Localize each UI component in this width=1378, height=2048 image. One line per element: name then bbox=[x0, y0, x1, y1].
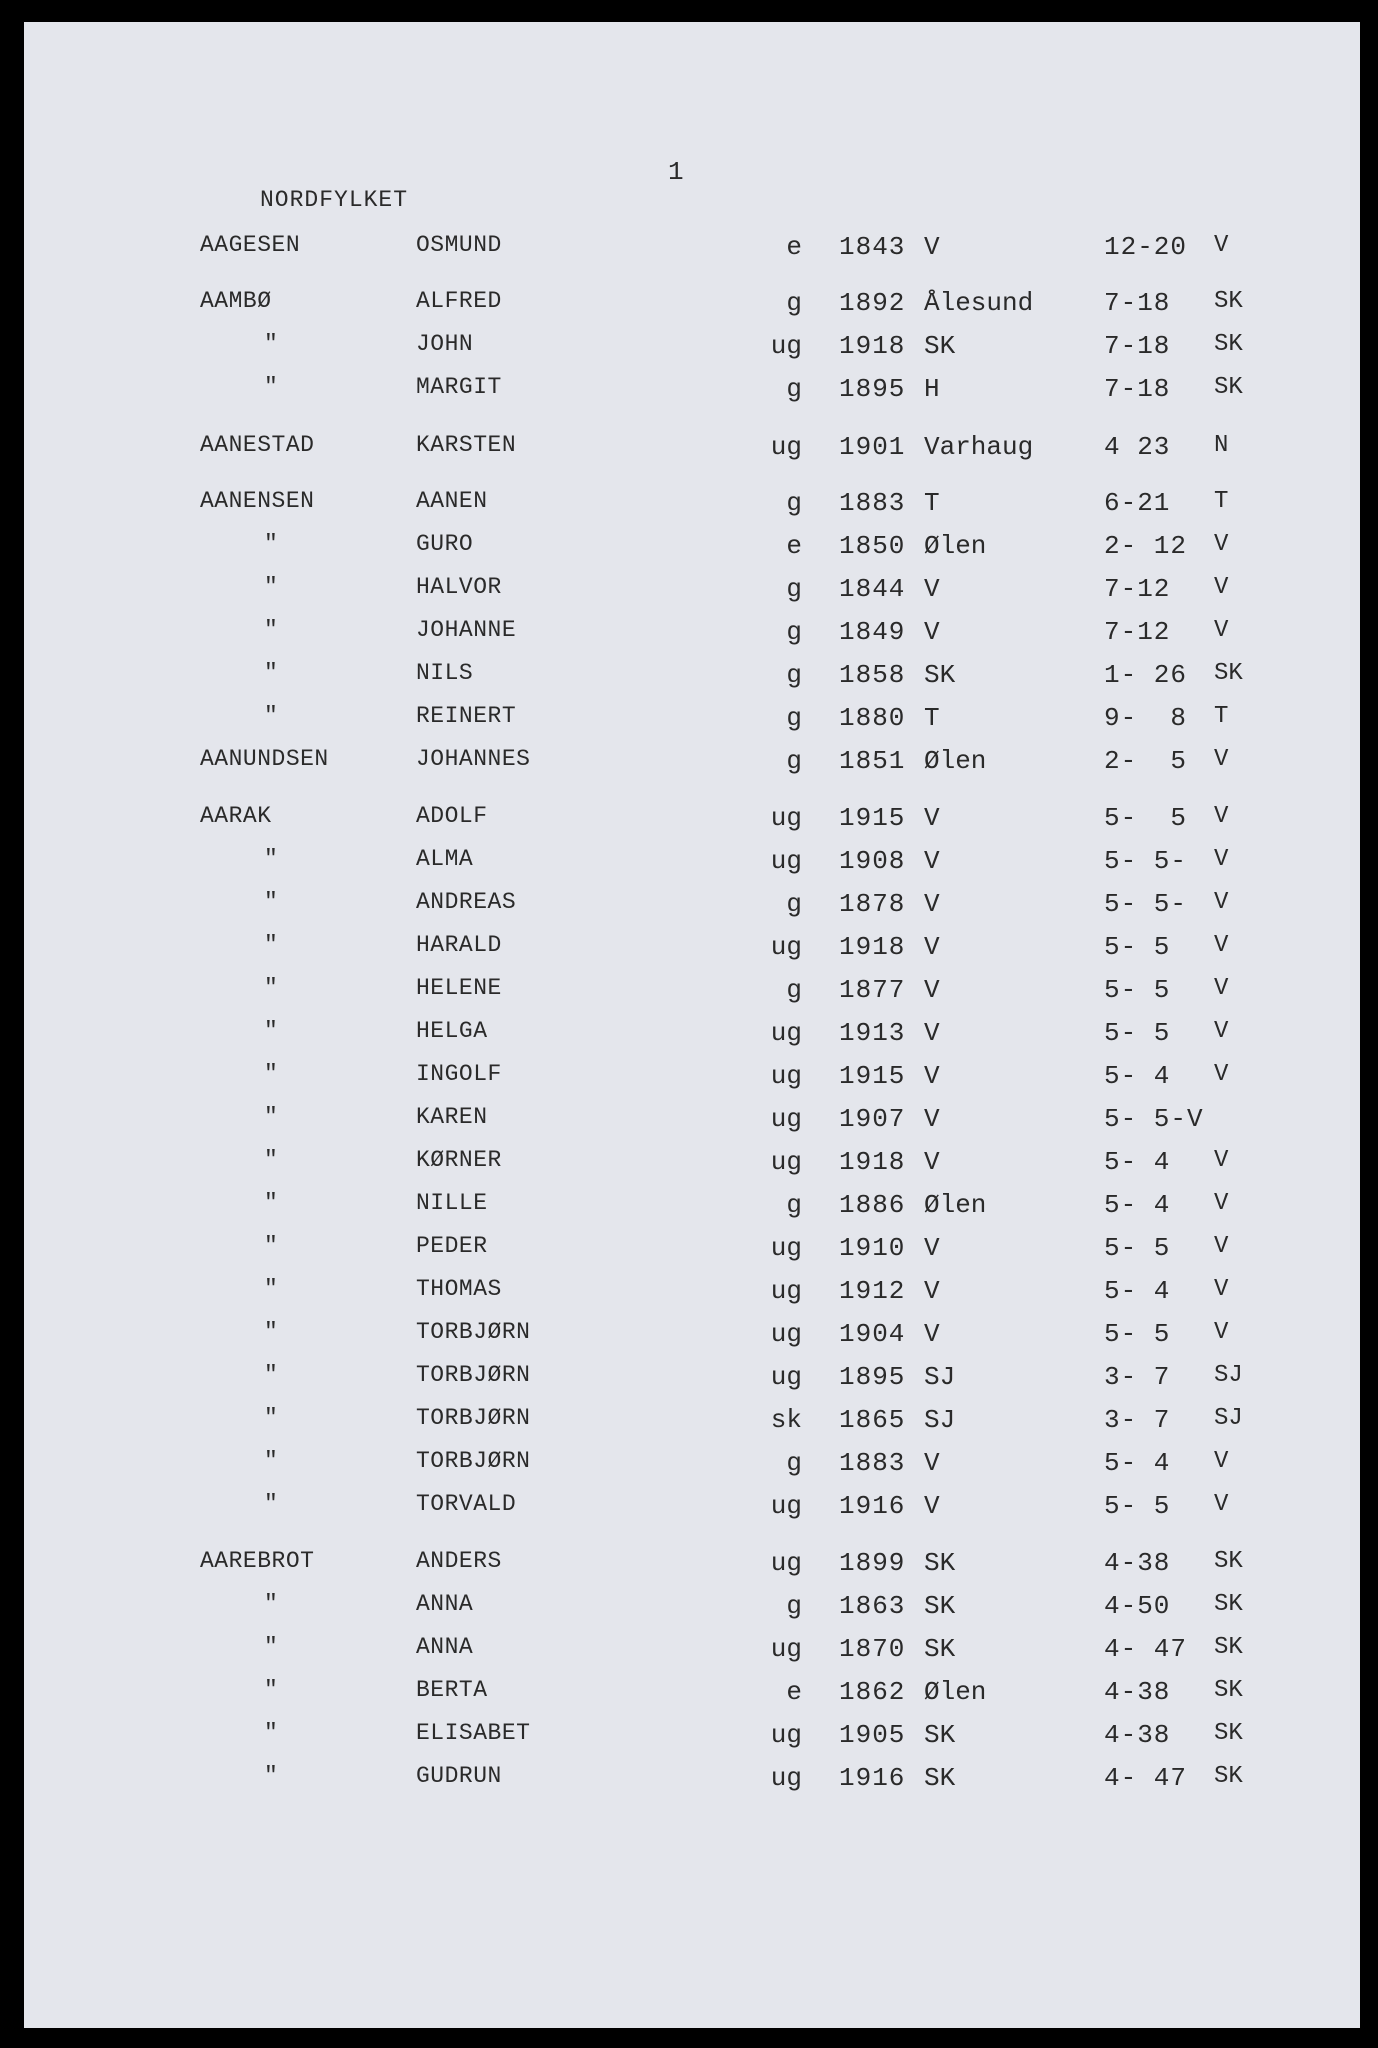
register-row bbox=[24, 1405, 1360, 1439]
page-number: 1 bbox=[668, 157, 684, 187]
register-row bbox=[24, 1147, 1360, 1181]
birth-year-cell: 1850 bbox=[839, 531, 906, 561]
birthplace-cell: Ålesund bbox=[924, 288, 1034, 318]
reference-cell: 4- 47 bbox=[1104, 1634, 1188, 1664]
given-name-cell: PEDER bbox=[416, 1233, 488, 1259]
reference-cell: 4-38 bbox=[1104, 1548, 1171, 1578]
birth-year-cell: 1918 bbox=[839, 932, 906, 962]
birth-year-cell: 1886 bbox=[839, 1190, 906, 1220]
birth-year-cell: 1870 bbox=[839, 1634, 906, 1664]
register-row bbox=[24, 803, 1360, 837]
birthplace-cell: V bbox=[924, 574, 940, 604]
reference-place-cell: SK bbox=[1214, 1591, 1243, 1618]
given-name-cell: GURO bbox=[416, 531, 474, 557]
given-name-cell: BERTA bbox=[416, 1677, 488, 1703]
birth-year-cell: 1904 bbox=[839, 1319, 906, 1349]
birthplace-cell: SK bbox=[924, 1634, 956, 1664]
birthplace-cell: SK bbox=[924, 1591, 956, 1621]
reference-place-cell: V bbox=[1214, 574, 1229, 601]
birth-year-cell: 1913 bbox=[839, 1018, 906, 1048]
reference-cell: 4-38 bbox=[1104, 1677, 1171, 1707]
status-cell: g bbox=[786, 1591, 802, 1621]
surname-cell: " bbox=[264, 846, 278, 872]
birth-year-cell: 1865 bbox=[839, 1405, 906, 1435]
surname-cell: " bbox=[264, 1763, 278, 1789]
surname-cell: AANENSEN bbox=[200, 488, 315, 514]
status-cell: ug bbox=[770, 1104, 802, 1134]
reference-cell: 5- 5 bbox=[1104, 932, 1171, 962]
surname-cell: " bbox=[264, 1634, 278, 1660]
given-name-cell: JOHANNES bbox=[416, 746, 531, 772]
register-row bbox=[24, 331, 1360, 365]
status-cell: ug bbox=[770, 1634, 802, 1664]
register-row bbox=[24, 1677, 1360, 1711]
birth-year-cell: 1910 bbox=[839, 1233, 906, 1263]
reference-place-cell: V bbox=[1214, 1491, 1229, 1518]
birth-year-cell: 1918 bbox=[839, 331, 906, 361]
reference-cell: 4-50 bbox=[1104, 1591, 1171, 1621]
reference-cell: 5- 4 bbox=[1104, 1190, 1171, 1220]
reference-place-cell: V bbox=[1214, 803, 1229, 830]
reference-cell: 5- 5 bbox=[1104, 1233, 1171, 1263]
register-row bbox=[24, 531, 1360, 565]
reference-cell: 7-18 bbox=[1104, 374, 1171, 404]
surname-cell: " bbox=[264, 1720, 278, 1746]
reference-cell: 7-12 bbox=[1104, 617, 1171, 647]
status-cell: g bbox=[786, 889, 802, 919]
register-row bbox=[24, 374, 1360, 408]
register-row bbox=[24, 703, 1360, 737]
birth-year-cell: 1918 bbox=[839, 1147, 906, 1177]
birth-year-cell: 1851 bbox=[839, 746, 906, 776]
register-row bbox=[24, 1448, 1360, 1482]
birth-year-cell: 1912 bbox=[839, 1276, 906, 1306]
surname-cell: " bbox=[264, 1677, 278, 1703]
reference-cell: 9- 8 bbox=[1104, 703, 1188, 733]
status-cell: g bbox=[786, 975, 802, 1005]
register-row bbox=[24, 746, 1360, 780]
surname-cell: " bbox=[264, 574, 278, 600]
status-cell: ug bbox=[770, 1491, 802, 1521]
given-name-cell: ELISABET bbox=[416, 1720, 531, 1746]
birth-year-cell: 1901 bbox=[839, 432, 906, 462]
register-row bbox=[24, 1190, 1360, 1224]
birthplace-cell: Ølen bbox=[924, 1190, 987, 1220]
status-cell: e bbox=[786, 232, 802, 262]
birthplace-cell: V bbox=[924, 232, 940, 262]
reference-cell: 5- 5 bbox=[1104, 803, 1188, 833]
birthplace-cell: V bbox=[924, 1104, 940, 1134]
status-cell: ug bbox=[770, 331, 802, 361]
birthplace-cell: V bbox=[924, 1491, 940, 1521]
birthplace-cell: Ølen bbox=[924, 746, 987, 776]
reference-cell: 5- 4 bbox=[1104, 1448, 1171, 1478]
surname-cell: " bbox=[264, 1405, 278, 1431]
status-cell: sk bbox=[770, 1405, 802, 1435]
reference-cell: 6-21 bbox=[1104, 488, 1171, 518]
birthplace-cell: T bbox=[924, 488, 940, 518]
given-name-cell: ANNA bbox=[416, 1634, 474, 1660]
reference-place-cell: SJ bbox=[1214, 1362, 1243, 1389]
birth-year-cell: 1878 bbox=[839, 889, 906, 919]
reference-cell: 5- 5 bbox=[1104, 975, 1171, 1005]
reference-place-cell: SK bbox=[1214, 1720, 1243, 1747]
status-cell: g bbox=[786, 288, 802, 318]
register-row bbox=[24, 1018, 1360, 1052]
reference-place-cell: V bbox=[1214, 531, 1229, 558]
birth-year-cell: 1862 bbox=[839, 1677, 906, 1707]
reference-place-cell: V bbox=[1214, 1147, 1229, 1174]
status-cell: ug bbox=[770, 432, 802, 462]
surname-cell: " bbox=[264, 617, 278, 643]
surname-cell: " bbox=[264, 1147, 278, 1173]
reference-place-cell: V bbox=[1214, 1276, 1229, 1303]
birth-year-cell: 1895 bbox=[839, 374, 906, 404]
surname-cell: " bbox=[264, 1319, 278, 1345]
surname-cell: " bbox=[264, 1233, 278, 1259]
status-cell: g bbox=[786, 488, 802, 518]
reference-cell: 4-38 bbox=[1104, 1720, 1171, 1750]
given-name-cell: HELGA bbox=[416, 1018, 488, 1044]
reference-place-cell: SK bbox=[1214, 374, 1243, 401]
register-row bbox=[24, 889, 1360, 923]
status-cell: g bbox=[786, 746, 802, 776]
given-name-cell: MARGIT bbox=[416, 374, 502, 400]
birth-year-cell: 1916 bbox=[839, 1763, 906, 1793]
given-name-cell: ANDREAS bbox=[416, 889, 517, 915]
status-cell: g bbox=[786, 703, 802, 733]
reference-cell: 5- 4 bbox=[1104, 1147, 1171, 1177]
birth-year-cell: 1858 bbox=[839, 660, 906, 690]
given-name-cell: REINERT bbox=[416, 703, 517, 729]
birthplace-cell: SK bbox=[924, 1720, 956, 1750]
given-name-cell: ALFRED bbox=[416, 288, 502, 314]
surname-cell: " bbox=[264, 1362, 278, 1388]
reference-place-cell: SK bbox=[1214, 331, 1243, 358]
register-row bbox=[24, 1319, 1360, 1353]
reference-place-cell: N bbox=[1214, 432, 1229, 459]
status-cell: ug bbox=[770, 1548, 802, 1578]
birth-year-cell: 1905 bbox=[839, 1720, 906, 1750]
surname-cell: " bbox=[264, 331, 278, 357]
given-name-cell: AANEN bbox=[416, 488, 488, 514]
birth-year-cell: 1883 bbox=[839, 488, 906, 518]
surname-cell: " bbox=[264, 1018, 278, 1044]
register-row bbox=[24, 1061, 1360, 1095]
birthplace-cell: SK bbox=[924, 1763, 956, 1793]
reference-place-cell: SK bbox=[1214, 1634, 1243, 1661]
surname-cell: " bbox=[264, 1448, 278, 1474]
status-cell: g bbox=[786, 374, 802, 404]
birthplace-cell: V bbox=[924, 975, 940, 1005]
given-name-cell: ALMA bbox=[416, 846, 474, 872]
reference-cell: 5- 5 bbox=[1104, 1018, 1171, 1048]
status-cell: g bbox=[786, 1190, 802, 1220]
reference-place-cell: SK bbox=[1214, 1677, 1243, 1704]
given-name-cell: TORBJØRN bbox=[416, 1448, 531, 1474]
given-name-cell: ANDERS bbox=[416, 1548, 502, 1574]
register-row bbox=[24, 1233, 1360, 1267]
birth-year-cell: 1880 bbox=[839, 703, 906, 733]
birthplace-cell: V bbox=[924, 617, 940, 647]
surname-cell: " bbox=[264, 703, 278, 729]
surname-cell: " bbox=[264, 660, 278, 686]
status-cell: ug bbox=[770, 1018, 802, 1048]
surname-cell: " bbox=[264, 889, 278, 915]
register-row bbox=[24, 1634, 1360, 1668]
reference-cell: 2- 12 bbox=[1104, 531, 1188, 561]
given-name-cell: TORBJØRN bbox=[416, 1319, 531, 1345]
reference-place-cell: V bbox=[1214, 1319, 1229, 1346]
given-name-cell: ADOLF bbox=[416, 803, 488, 829]
reference-cell: 7-18 bbox=[1104, 288, 1171, 318]
reference-cell: 5- 5-V bbox=[1104, 1104, 1204, 1134]
reference-place-cell: V bbox=[1214, 932, 1229, 959]
given-name-cell: TORVALD bbox=[416, 1491, 517, 1517]
document-page bbox=[24, 22, 1360, 2028]
register-row bbox=[24, 1548, 1360, 1582]
birth-year-cell: 1892 bbox=[839, 288, 906, 318]
given-name-cell: TORBJØRN bbox=[416, 1362, 531, 1388]
status-cell: ug bbox=[770, 1276, 802, 1306]
reference-place-cell: SK bbox=[1214, 1763, 1243, 1790]
surname-cell: AAREBROT bbox=[200, 1548, 315, 1574]
reference-place-cell: T bbox=[1214, 703, 1229, 730]
status-cell: ug bbox=[770, 1233, 802, 1263]
reference-cell: 7-18 bbox=[1104, 331, 1171, 361]
reference-cell: 3- 7 bbox=[1104, 1405, 1171, 1435]
reference-cell: 2- 5 bbox=[1104, 746, 1188, 776]
reference-place-cell: V bbox=[1214, 617, 1229, 644]
reference-place-cell: SK bbox=[1214, 660, 1243, 687]
birthplace-cell: H bbox=[924, 374, 940, 404]
status-cell: g bbox=[786, 617, 802, 647]
birthplace-cell: V bbox=[924, 1319, 940, 1349]
surname-cell: " bbox=[264, 1591, 278, 1617]
reference-place-cell: V bbox=[1214, 889, 1229, 916]
register-row bbox=[24, 1491, 1360, 1525]
birth-year-cell: 1916 bbox=[839, 1491, 906, 1521]
birthplace-cell: V bbox=[924, 1448, 940, 1478]
birthplace-cell: V bbox=[924, 1061, 940, 1091]
birthplace-cell: Ølen bbox=[924, 1677, 987, 1707]
birthplace-cell: V bbox=[924, 889, 940, 919]
reference-cell: 5- 5 bbox=[1104, 1491, 1171, 1521]
birthplace-cell: SJ bbox=[924, 1405, 956, 1435]
surname-cell: " bbox=[264, 1276, 278, 1302]
reference-cell: 7-12 bbox=[1104, 574, 1171, 604]
birthplace-cell: V bbox=[924, 1276, 940, 1306]
birth-year-cell: 1915 bbox=[839, 1061, 906, 1091]
given-name-cell: OSMUND bbox=[416, 232, 502, 258]
status-cell: ug bbox=[770, 932, 802, 962]
surname-cell: " bbox=[264, 932, 278, 958]
given-name-cell: ANNA bbox=[416, 1591, 474, 1617]
reference-place-cell: V bbox=[1214, 1190, 1229, 1217]
reference-cell: 4- 47 bbox=[1104, 1763, 1188, 1793]
birth-year-cell: 1915 bbox=[839, 803, 906, 833]
birth-year-cell: 1899 bbox=[839, 1548, 906, 1578]
reference-cell: 5- 5- bbox=[1104, 889, 1188, 919]
register-row bbox=[24, 1362, 1360, 1396]
surname-cell: " bbox=[264, 374, 278, 400]
birth-year-cell: 1844 bbox=[839, 574, 906, 604]
given-name-cell: NILLE bbox=[416, 1190, 488, 1216]
register-row bbox=[24, 488, 1360, 522]
reference-place-cell: SJ bbox=[1214, 1405, 1243, 1432]
given-name-cell: TORBJØRN bbox=[416, 1405, 531, 1431]
given-name-cell: NILS bbox=[416, 660, 474, 686]
register-row bbox=[24, 975, 1360, 1009]
birthplace-cell: Varhaug bbox=[924, 432, 1034, 462]
given-name-cell: HARALD bbox=[416, 932, 502, 958]
register-row bbox=[24, 1763, 1360, 1797]
reference-cell: 5- 4 bbox=[1104, 1061, 1171, 1091]
region-heading: NORDFYLKET bbox=[260, 187, 409, 213]
reference-cell: 5- 5 bbox=[1104, 1319, 1171, 1349]
birthplace-cell: T bbox=[924, 703, 940, 733]
register-row bbox=[24, 232, 1360, 266]
reference-place-cell: V bbox=[1214, 1061, 1229, 1088]
birthplace-cell: SK bbox=[924, 1548, 956, 1578]
reference-cell: 12-20 bbox=[1104, 232, 1188, 262]
given-name-cell: HELENE bbox=[416, 975, 502, 1001]
given-name-cell: KARSTEN bbox=[416, 432, 517, 458]
status-cell: ug bbox=[770, 1763, 802, 1793]
birth-year-cell: 1895 bbox=[839, 1362, 906, 1392]
reference-cell: 4 23 bbox=[1104, 432, 1171, 462]
surname-cell: " bbox=[264, 1061, 278, 1087]
given-name-cell: INGOLF bbox=[416, 1061, 502, 1087]
reference-cell: 1- 26 bbox=[1104, 660, 1188, 690]
reference-cell: 5- 4 bbox=[1104, 1276, 1171, 1306]
status-cell: ug bbox=[770, 1061, 802, 1091]
status-cell: e bbox=[786, 1677, 802, 1707]
given-name-cell: HALVOR bbox=[416, 574, 502, 600]
birth-year-cell: 1907 bbox=[839, 1104, 906, 1134]
status-cell: ug bbox=[770, 803, 802, 833]
birth-year-cell: 1863 bbox=[839, 1591, 906, 1621]
status-cell: ug bbox=[770, 1147, 802, 1177]
reference-place-cell: V bbox=[1214, 1233, 1229, 1260]
reference-place-cell: V bbox=[1214, 975, 1229, 1002]
surname-cell: " bbox=[264, 1190, 278, 1216]
birthplace-cell: Ølen bbox=[924, 531, 987, 561]
birthplace-cell: V bbox=[924, 803, 940, 833]
register-row bbox=[24, 617, 1360, 651]
surname-cell: AAMBØ bbox=[200, 288, 272, 314]
reference-place-cell: SK bbox=[1214, 1548, 1243, 1575]
status-cell: g bbox=[786, 1448, 802, 1478]
register-row bbox=[24, 1276, 1360, 1310]
reference-place-cell: V bbox=[1214, 1018, 1229, 1045]
reference-place-cell: V bbox=[1214, 746, 1229, 773]
birth-year-cell: 1877 bbox=[839, 975, 906, 1005]
status-cell: ug bbox=[770, 1319, 802, 1349]
reference-place-cell: V bbox=[1214, 232, 1229, 259]
birthplace-cell: V bbox=[924, 932, 940, 962]
birthplace-cell: V bbox=[924, 1233, 940, 1263]
given-name-cell: JOHANNE bbox=[416, 617, 517, 643]
given-name-cell: THOMAS bbox=[416, 1276, 502, 1302]
birthplace-cell: V bbox=[924, 1018, 940, 1048]
reference-place-cell: V bbox=[1214, 846, 1229, 873]
reference-cell: 5- 5- bbox=[1104, 846, 1188, 876]
birthplace-cell: V bbox=[924, 1147, 940, 1177]
surname-cell: " bbox=[264, 975, 278, 1001]
register-row bbox=[24, 846, 1360, 880]
birth-year-cell: 1843 bbox=[839, 232, 906, 262]
status-cell: ug bbox=[770, 1720, 802, 1750]
birth-year-cell: 1883 bbox=[839, 1448, 906, 1478]
birth-year-cell: 1849 bbox=[839, 617, 906, 647]
register-row bbox=[24, 574, 1360, 608]
register-row bbox=[24, 660, 1360, 694]
given-name-cell: KØRNER bbox=[416, 1147, 502, 1173]
birthplace-cell: SJ bbox=[924, 1362, 956, 1392]
reference-place-cell: SK bbox=[1214, 288, 1243, 315]
surname-cell: " bbox=[264, 531, 278, 557]
surname-cell: AAGESEN bbox=[200, 232, 301, 258]
given-name-cell: KAREN bbox=[416, 1104, 488, 1130]
surname-cell: AANESTAD bbox=[200, 432, 315, 458]
status-cell: ug bbox=[770, 846, 802, 876]
register-row bbox=[24, 932, 1360, 966]
surname-cell: AANUNDSEN bbox=[200, 746, 329, 772]
surname-cell: " bbox=[264, 1491, 278, 1517]
register-row bbox=[24, 288, 1360, 322]
status-cell: g bbox=[786, 660, 802, 690]
reference-place-cell: V bbox=[1214, 1448, 1229, 1475]
register-row bbox=[24, 1591, 1360, 1625]
birthplace-cell: SK bbox=[924, 660, 956, 690]
register-row bbox=[24, 1104, 1360, 1138]
given-name-cell: JOHN bbox=[416, 331, 474, 357]
birthplace-cell: V bbox=[924, 846, 940, 876]
status-cell: e bbox=[786, 531, 802, 561]
surname-cell: " bbox=[264, 1104, 278, 1130]
birthplace-cell: SK bbox=[924, 331, 956, 361]
birth-year-cell: 1908 bbox=[839, 846, 906, 876]
status-cell: ug bbox=[770, 1362, 802, 1392]
reference-cell: 3- 7 bbox=[1104, 1362, 1171, 1392]
status-cell: g bbox=[786, 574, 802, 604]
register-row bbox=[24, 1720, 1360, 1754]
reference-place-cell: T bbox=[1214, 488, 1229, 515]
given-name-cell: GUDRUN bbox=[416, 1763, 502, 1789]
surname-cell: AARAK bbox=[200, 803, 272, 829]
register-row bbox=[24, 432, 1360, 466]
